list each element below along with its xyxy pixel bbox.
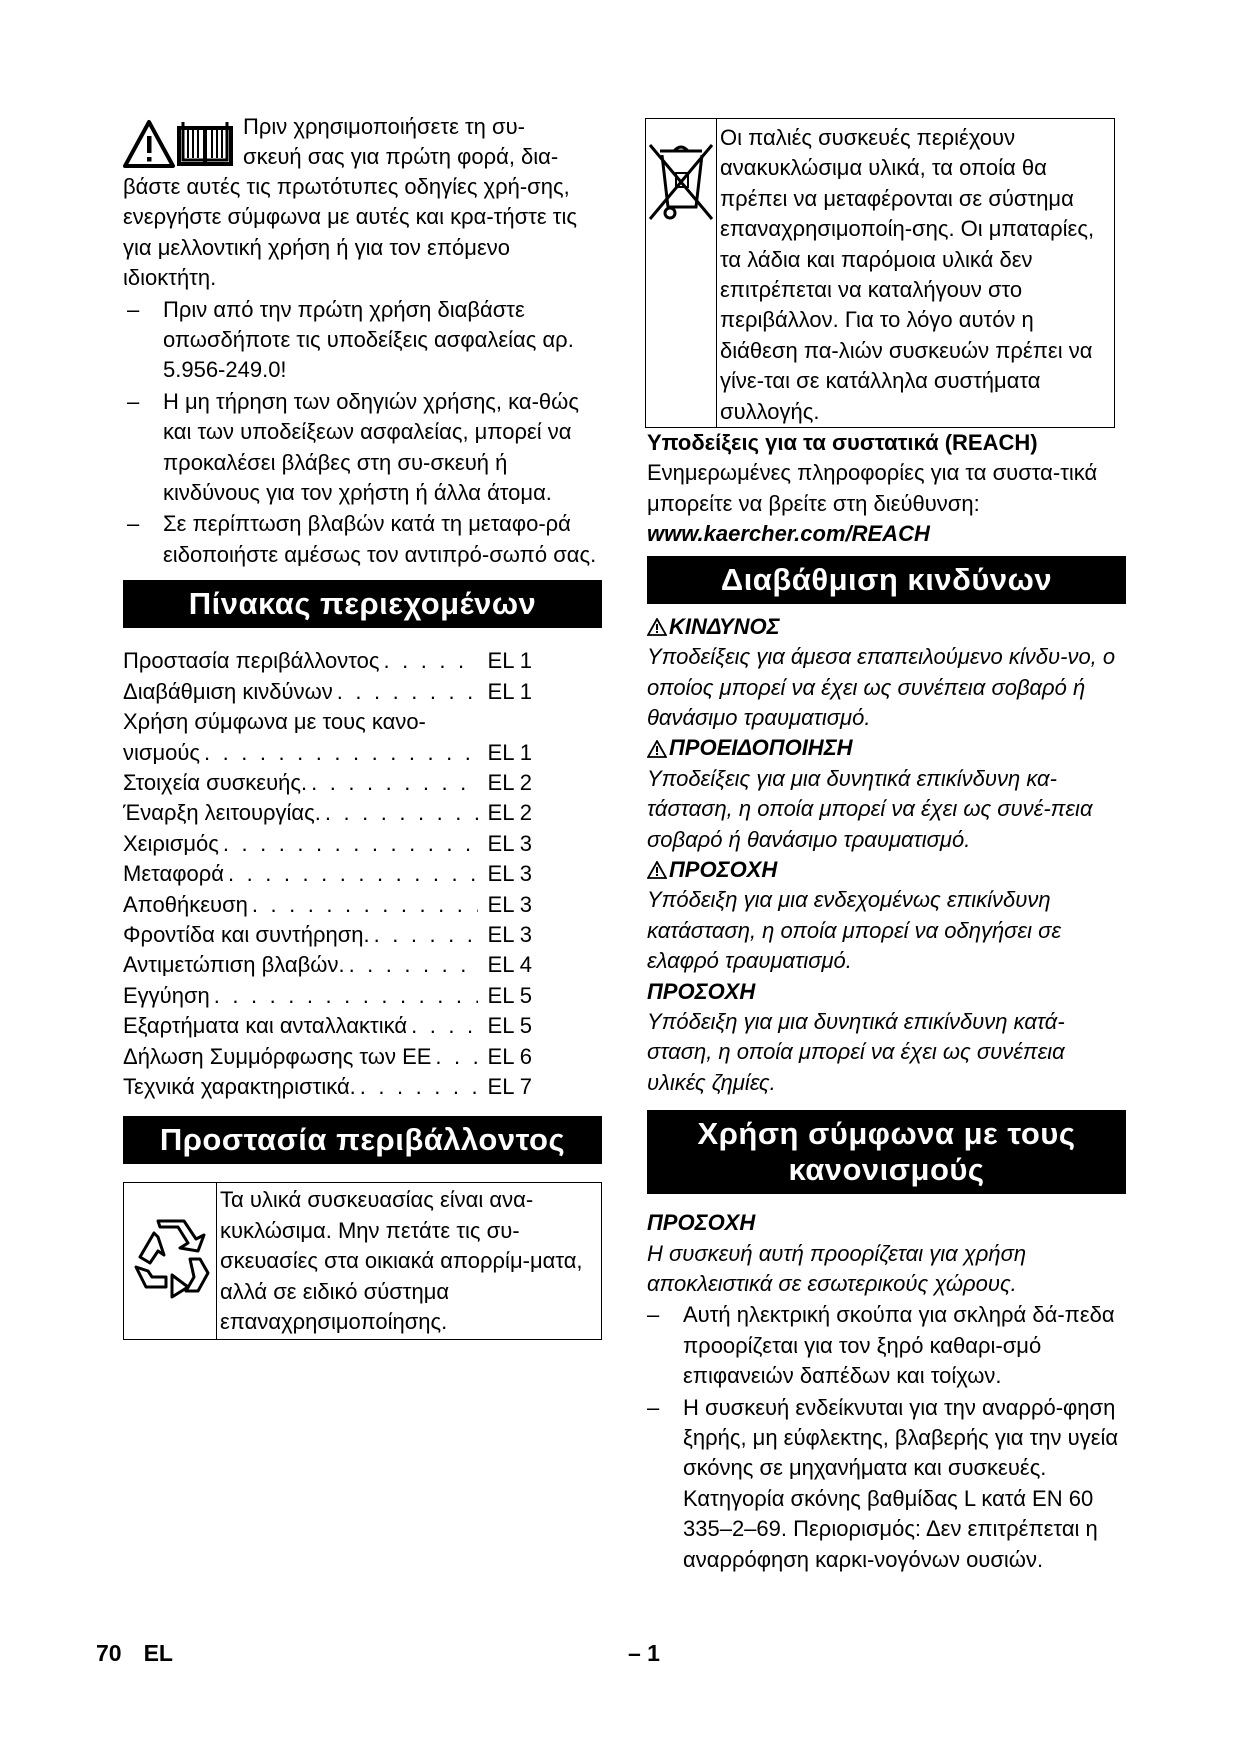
recycle-icon-cell [124, 1183, 217, 1339]
hazard-level-title: ΠΡΟΣΟΧΗ [647, 978, 756, 1004]
reach-url[interactable]: www.kaercher.com/REACH [647, 521, 930, 547]
toc-leader-dots [374, 920, 478, 950]
toc-entry[interactable] [123, 738, 532, 768]
section-page-number: – 1 [628, 1640, 660, 1666]
toc-entry[interactable] [123, 1072, 532, 1102]
toc-entry[interactable] [123, 1011, 532, 1041]
hazard-level-text: Υποδείξεις για μια δυνητικά επικίνδυνη κα-τάσταση, η οποία μπορεί να έχει ως συνέ-πεια σοβαρό ή θανάσιμο τραυματισμό. [647, 765, 1093, 852]
intro-bullet: – Η μη τήρηση των οδηγιών χρήσης, κα-θώς και των υποδείξεων ασφαλείας, μπορεί να προκαλέσει βλάβες στη συ-σκευή ή κινδύνους για τον χρήστη ή άλλα άτομα. [127, 388, 579, 506]
hazard-level-heading [647, 855, 1126, 885]
toc-entry[interactable] [123, 768, 532, 798]
hazard-level-text: Υποδείξεις για άμεσα επαπειλούμενο κίνδυ-νο, ο οποίος μπορεί να έχει ως συνέπεια σοβαρό ή θανάσιμο τραυματισμό. [647, 644, 1116, 730]
toc-entry-page: EL 3 [487, 921, 532, 947]
toc-entry-page: EL 5 [487, 982, 532, 1008]
toc-heading: Πίνακας περιεχομένων [123, 580, 602, 628]
warning-triangle-book-icon [123, 116, 239, 172]
toc-entry-page: EL 3 [487, 891, 532, 917]
toc-entry-label: Εξαρτήματα και ανταλλακτικά [123, 1013, 408, 1039]
environment-heading: Προστασία περιβάλλοντος [123, 1116, 602, 1164]
toc-entry-label: Φροντίδα και συντήρηση. [123, 921, 370, 947]
toc-entry[interactable] [123, 677, 532, 707]
toc-entry-page: EL 7 [487, 1073, 532, 1099]
intro-bullet: – Πριν από την πρώτη χρήση διαβάστε οπωσδήποτε τις υποδείξεις ασφαλείας αρ. 5.956-249.0! [127, 296, 574, 383]
table-of-contents [123, 646, 532, 1102]
intro-section [123, 112, 602, 203]
caution-text: Η συσκευή αυτή προορίζεται για χρήση αποκλειστικά σε εσωτερικούς χώρους. [647, 1240, 1027, 1296]
toc-entry[interactable] [123, 1042, 532, 1072]
toc-entry-page: EL 2 [487, 800, 532, 826]
warning-triangle-icon [647, 740, 667, 758]
toc-entry-page: EL 1 [487, 648, 532, 674]
toc-leader-dots [204, 738, 478, 768]
reach-heading: Υποδείξεις για τα συστατικά (REACH) [647, 430, 1038, 456]
toc-entry[interactable] [123, 981, 532, 1011]
toc-entry[interactable] [123, 829, 532, 859]
toc-entry-label: Τεχνικά χαρακτηριστικά. [123, 1073, 356, 1099]
warning-triangle-icon [647, 861, 667, 879]
toc-entry-page: EL 1 [487, 739, 532, 765]
toc-leader-dots [214, 981, 478, 1011]
intended-use-heading: Χρήση σύμφωνα με τους κανονισμούς [647, 1110, 1126, 1194]
toc-entry-page: EL 2 [487, 769, 532, 795]
intro-bullet: – Σε περίπτωση βλαβών κατά τη μεταφο-ρά ειδοποιήστε αμέσως τον αντιπρό-σωπό σας. [127, 511, 597, 567]
toc-entry-label: Αντιμετώπιση βλαβών. [123, 952, 345, 978]
toc-entry-label: Μεταφορά [123, 861, 224, 887]
toc-leader-dots [435, 1042, 478, 1072]
toc-leader-dots [337, 677, 478, 707]
warning-triangle-icon [647, 618, 667, 636]
hazard-level-text: Υπόδειξη για μια ενδεχομένως επικίνδυνη κατάσταση, η οποία μπορεί να οδηγήσει σε ελαφρό τραυματισμό. [647, 887, 1062, 974]
toc-entry-label: Διαβάθμιση κινδύνων [123, 678, 333, 704]
toc-entry[interactable] [123, 707, 532, 737]
toc-entry-label: Αποθήκευση [123, 891, 248, 917]
hazard-level-heading [647, 733, 1126, 763]
toc-entry[interactable] [123, 798, 532, 828]
toc-leader-dots [349, 950, 478, 980]
hazard-level-heading [647, 612, 1126, 642]
toc-leader-dots [252, 890, 478, 920]
toc-entry[interactable] [123, 646, 532, 676]
intro-paragraph: βάστε αυτές τις πρωτότυπες οδηγίες χρή-σης, ενεργήστε σύμφωνα με αυτές και κρα-τήστε τις για μελλοντική χρήση ή για τον επόμενο ιδιοκτήτη. [123, 174, 577, 291]
hazard-level-title: ΠΡΟΕΙΔΟΠΟΙΗΣΗ [669, 735, 853, 761]
toc-entry-label: Χρήση σύμφωνα με τους κανο- [123, 709, 426, 735]
toc-leader-dots [223, 829, 478, 859]
reach-text: Ενημερωμένες πληροφορίες για τα συστα-τικά μπορείτε να βρείτε στη διεύθυνση: [647, 460, 1098, 516]
toc-entry-label: Εγγύηση [123, 982, 210, 1008]
toc-leader-dots [311, 768, 478, 798]
hazard-level-heading [647, 977, 1126, 1007]
hazard-level-text: Υπόδειξη για μια δυνητικά επικίνδυνη κατά-σταση, η οποία μπορεί να έχει ως συνέπεια υλικές ζημίες. [647, 1008, 1065, 1095]
toc-leader-dots [384, 646, 479, 676]
recycling-text: Τα υλικά συσκευασίας είναι ανα-κυκλώσιμα. Μην πετάτε τις συ-σκευασίες στα οικιακά απορρίμ-ματα, αλλά σε ειδικό σύστημα επαναχρησιμοποίησης. [220, 1187, 583, 1334]
crossed-out-bin-icon [646, 141, 716, 225]
left-column [123, 112, 602, 1340]
toc-entry-label: Χειρισμός [123, 830, 219, 856]
toc-entry-page: EL 3 [487, 861, 532, 887]
toc-entry-page: EL 5 [487, 1013, 532, 1039]
hazard-heading: Διαβάθμιση κινδύνων [647, 556, 1126, 604]
toc-entry-label: Έναρξη λειτουργίας. [123, 800, 321, 826]
toc-entry-label: Προστασία περιβάλλοντος [123, 648, 380, 674]
toc-leader-dots [360, 1072, 478, 1102]
hazard-level-title: ΚΙΝΔΥΝΟΣ [669, 613, 780, 639]
toc-entry[interactable] [123, 950, 532, 980]
toc-entry-label: Δήλωση Συμμόρφωσης των ΕΕ [123, 1043, 432, 1069]
toc-entry-page: EL 4 [487, 952, 532, 978]
weee-box [645, 118, 1115, 428]
recycle-icon [124, 1215, 216, 1307]
hazard-levels [647, 612, 1126, 1099]
weee-text: Οι παλιές συσκευές περιέχουν ανακυκλώσιμα υλικά, τα οποία θα πρέπει να μεταφέρονται σε σύστημα επαναχρησιμοποίη-σης. Οι μπαταρίες, τα λάδια και παρόμοια υλικά δεν επιτρέπεται να καταλήγουν στο περιβάλλον. Για το λόγο αυτόν η διάθεση πα-λιών συσκευών πρέπει να γίνε-ται σε κατάλληλα συστήματα συλλογής. [720, 125, 1095, 424]
weee-icon-cell [646, 119, 717, 427]
page-footer [96, 1638, 173, 1668]
hazard-level-title: ΠΡΟΣΟΧΗ [669, 856, 778, 882]
page-number: 70 [96, 1640, 122, 1666]
toc-entry-page: EL 6 [487, 1043, 532, 1069]
toc-entry[interactable] [123, 859, 532, 889]
warning-manual-icons [123, 116, 239, 172]
intro-line-1: Πριν χρησιμοποιήσετε τη συ- [243, 114, 525, 139]
recycling-box [123, 1182, 602, 1340]
use-bullet: – Η συσκευή ενδείκνυται για την αναρρό-φηση ξηρής, μη εύφλεκτης, βλαβερής για την υγεία σκόνης σε μηχανήματα και συσκευές. Κατηγορία σκόνης βαθμίδας L κατά EN 60 335–2–69. Περιορισμός: Δεν επιτρέπεται η αναρρόφηση καρκι-νογόνων ουσιών. [647, 1394, 1119, 1572]
right-column [647, 118, 1126, 1575]
use-bullet: – Αυτή ηλεκτρική σκούπα για σκληρά δά-πεδα προορίζεται για τον ξηρό καθαρι-σμό επιφανειών δαπέδων και τοίχων. [647, 1302, 1115, 1389]
toc-entry[interactable] [123, 890, 532, 920]
toc-entry-page: EL 3 [487, 830, 532, 856]
toc-entry[interactable] [123, 920, 532, 950]
toc-leader-dots [325, 798, 478, 828]
toc-leader-dots [411, 1011, 478, 1041]
intro-line-2: σκευή σας για πρώτη φορά, δια- [243, 144, 559, 170]
toc-entry-label: νισμούς [123, 739, 201, 765]
toc-leader-dots [228, 859, 478, 889]
toc-entry-page: EL 1 [487, 678, 532, 704]
toc-entry-label: Στοιχεία συσκευής. [123, 769, 308, 795]
caution-heading: ΠΡΟΣΟΧΗ [647, 1210, 756, 1236]
language-code: EL [143, 1640, 173, 1666]
